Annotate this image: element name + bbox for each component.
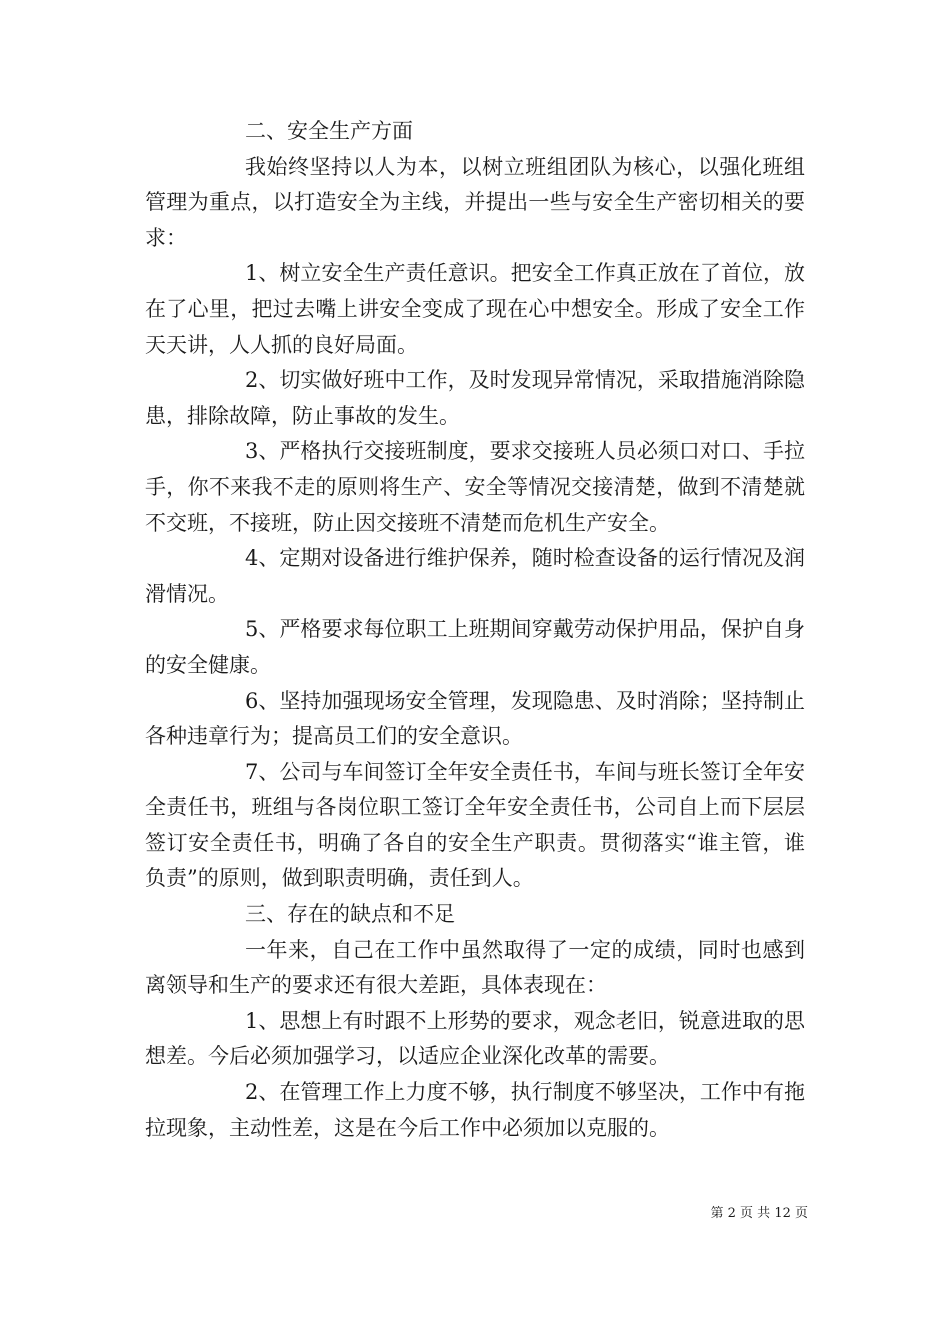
list-item: 4、定期对设备进行维护保养，随时检查设备的运行情况及润滑情况。	[145, 546, 805, 606]
list-item: 1、思想上有时跟不上形势的要求，观念老旧，锐意进取的思想差。今后必须加强学习，以适应企业深化改革的需要。	[145, 1008, 805, 1069]
paragraph: 一年来，自己在工作中虽然取得了一定的成绩，同时也感到离领导和生产的要求还有很大差距，具体表现在：	[145, 937, 805, 998]
list-item: 1、树立安全生产责任意识。把安全工作真正放在了首位，放在了心里，把过去嘴上讲安全变成了现在心中想安全。形成了安全工作天天讲，人人抓的良好局面。	[145, 261, 805, 357]
paragraph: 我始终坚持以人为本，以树立班组团队为核心，以强化班组管理为重点，以打造安全为主线，并提出一些与安全生产密切相关的要求：	[145, 154, 805, 250]
document-body	[145, 114, 805, 1146]
list-item: 3、严格执行交接班制度，要求交接班人员必须口对口、手拉手，你不来我不走的原则将生产、安全等情况交接清楚，做到不清楚就不交班，不接班，防止因交接班不清楚而危机生产安全。	[145, 439, 805, 535]
list-item: 6、坚持加强现场安全管理，发现隐患、及时消除；坚持制止各种违章行为；提高员工们的安全意识。	[145, 688, 805, 749]
list-item: 2、在管理工作上力度不够，执行制度不够坚决，工作中有拖拉现象，主动性差，这是在今后工作中必须加以克服的。	[145, 1080, 805, 1140]
section-heading: 二、安全生产方面	[245, 119, 413, 143]
section-heading: 三、存在的缺点和不足	[245, 902, 455, 927]
list-item: 5、严格要求每位职工上班期间穿戴劳动保护用品，保护自身的安全健康。	[145, 617, 805, 677]
list-item: 2、切实做好班中工作，及时发现异常情况，采取措施消除隐患，排除故障，防止事故的发生。	[145, 368, 805, 428]
list-item: 7、公司与车间签订全年安全责任书，车间与班长签订全年安全责任书，班组与各岗位职工签订全年安全责任书，公司自上而下层层签订安全责任书，明确了各自的安全生产职责。贯彻落实“谁主管，谁负责”的原则，做到职责明确，责任到人。	[145, 759, 805, 891]
page-number: 第 2 页 共 12 页	[710, 1206, 808, 1221]
